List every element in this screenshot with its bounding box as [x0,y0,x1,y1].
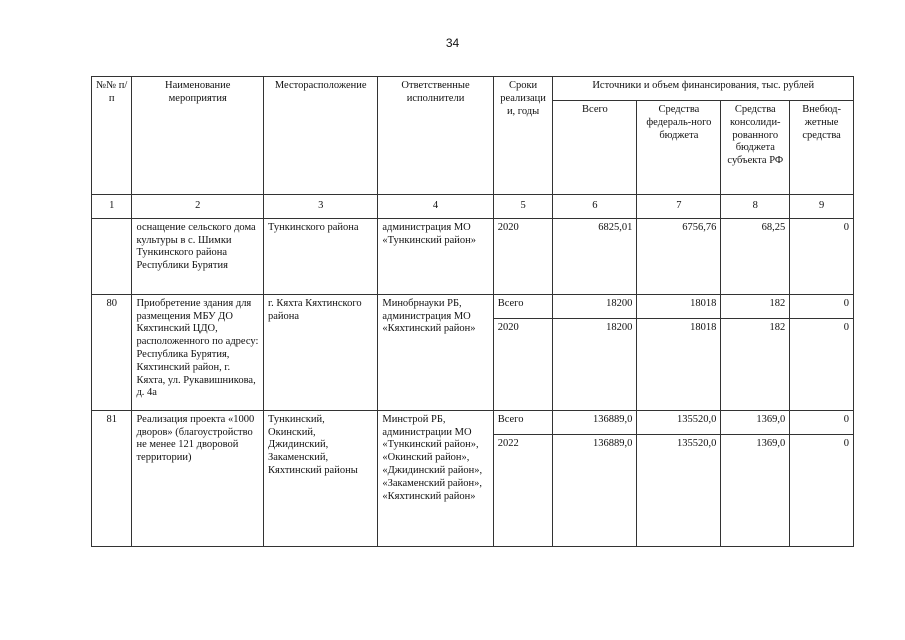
header-responsible: Ответственные исполнители [378,77,493,195]
row-regional: 1369,0 [721,410,790,434]
header-financing: Источники и объем финансирования, тыс. рублей [553,77,854,101]
row-location: г. Кяхта Кяхтинского района [264,294,378,410]
row-name: оснащение сельского дома культуры в с. Шимки Тункинского района Республики Бурятия [132,218,264,294]
page-number: 34 [445,36,460,50]
row-extra: 0 [790,410,854,434]
column-number: 8 [721,195,790,219]
header-name: Наименование мероприятия [132,77,264,195]
row-regional: 182 [721,294,790,318]
row-total: 6825,01 [553,218,637,294]
header-terms: Сроки реализации, годы [493,77,553,195]
table-row [92,410,854,434]
row-num: 80 [92,294,132,410]
column-number: 3 [264,195,378,219]
row-name: Приобретение здания для размещения МБУ ДО Кяхтинский ЦДО, расположенного по адресу: Республика Бурятия, Кяхтинский район, г. Кяхта, ул. Рукавишникова, д. 4а [132,294,264,410]
header-extra: Внебюд-жетные средства [790,101,854,195]
row-extra: 0 [790,294,854,318]
row-total: 136889,0 [553,410,637,434]
row-federal: 18018 [637,294,721,318]
table-row [92,218,854,294]
row-term: 2022 [493,434,553,546]
row-total: 18200 [553,318,637,410]
row-federal: 6756,76 [637,218,721,294]
column-number: 4 [378,195,493,219]
row-responsible: Минобрнауки РБ, администрация МО «Кяхтинский район» [378,294,493,410]
row-total: 18200 [553,294,637,318]
row-federal: 18018 [637,318,721,410]
header-location: Месторасположение [264,77,378,195]
row-extra: 0 [790,218,854,294]
row-extra: 0 [790,434,854,546]
row-term: 2020 [493,318,553,410]
row-federal: 135520,0 [637,410,721,434]
row-term: Всего [493,410,553,434]
row-federal: 135520,0 [637,434,721,546]
column-number: 2 [132,195,264,219]
financing-table [91,76,854,547]
row-extra: 0 [790,318,854,410]
table-row [92,294,854,318]
column-number: 5 [493,195,553,219]
row-responsible: администрация МО «Тункинский район» [378,218,493,294]
header-num: №№ п/п [92,77,132,195]
row-name: Реализация проекта «1000 дворов» (благоустройство не менее 121 дворовой территории) [132,410,264,546]
row-total: 136889,0 [553,434,637,546]
row-num: 81 [92,410,132,546]
row-location: Тункинский, Окинский, Джидинский, Закаменский, Кяхтинский районы [264,410,378,546]
column-number: 6 [553,195,637,219]
row-regional: 68,25 [721,218,790,294]
column-number-row [92,195,854,219]
row-term: Всего [493,294,553,318]
row-term: 2020 [493,218,553,294]
column-number: 1 [92,195,132,219]
row-responsible: Минстрой РБ, администрации МО «Тункинский район», «Окинский район», «Джидинский район», «Закаменский район», «Кяхтинский район» [378,410,493,546]
column-number: 7 [637,195,721,219]
row-regional: 1369,0 [721,434,790,546]
header-regional: Средства консолиди-рованного бюджета субъекта РФ [721,101,790,195]
column-number: 9 [790,195,854,219]
row-regional: 182 [721,318,790,410]
header-total: Всего [553,101,637,195]
row-num [92,218,132,294]
row-location: Тункинского района [264,218,378,294]
header-federal: Средства федераль-ного бюджета [637,101,721,195]
